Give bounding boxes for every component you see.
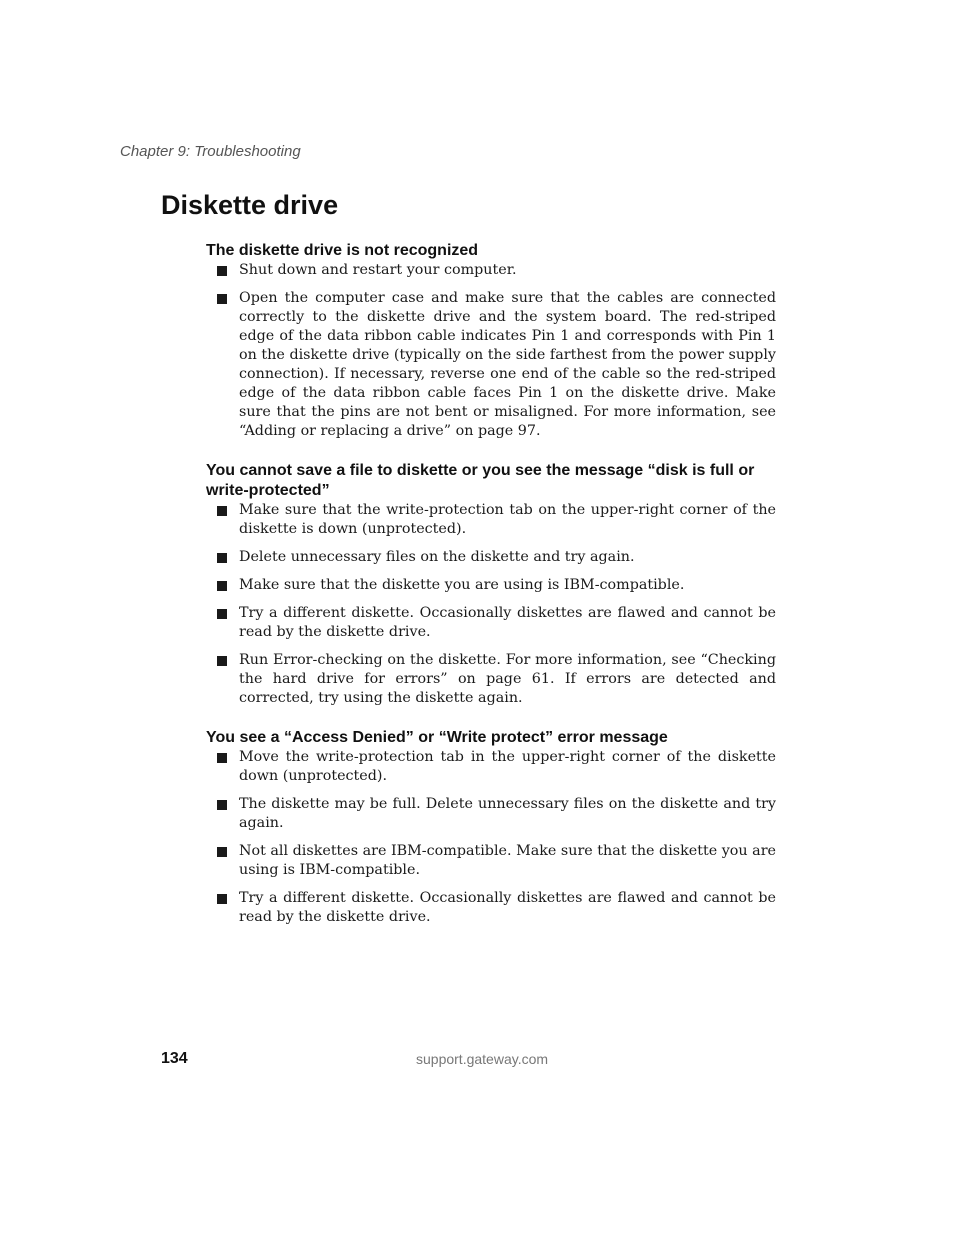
page-number: 134 (161, 1050, 188, 1067)
list-item (206, 548, 776, 567)
bullet-list (206, 261, 776, 441)
running-head: Chapter 9: Troubleshooting (120, 143, 301, 160)
list-item (206, 748, 776, 786)
list-item (206, 604, 776, 642)
list-item-text: Shut down and restart your computer. (239, 262, 517, 278)
footer-url: support.gateway.com (416, 1051, 549, 1067)
section-heading: You cannot save a file to diskette or you see the message “disk is full or write-protected” (206, 462, 755, 499)
list-item-text: Not all diskettes are IBM-compatible. Make sure that the diskette you are using is IBM-compatible. (239, 843, 776, 878)
square-bullet-icon (217, 656, 227, 666)
square-bullet-icon (217, 553, 227, 563)
bullet-list (206, 748, 776, 927)
list-item-text: Try a different diskette. Occasionally diskettes are flawed and cannot be read by the diskette drive. (239, 605, 776, 640)
square-bullet-icon (217, 894, 227, 904)
square-bullet-icon (217, 294, 227, 304)
square-bullet-icon (217, 609, 227, 619)
list-item (206, 261, 776, 280)
section-not-recognized (206, 241, 776, 441)
square-bullet-icon (217, 266, 227, 276)
square-bullet-icon (217, 506, 227, 516)
list-item (206, 842, 776, 880)
square-bullet-icon (217, 800, 227, 810)
list-item-text: Open the computer case and make sure that the cables are connected correctly to the diskette drive and the system board. The red-striped edge of the data ribbon cable indicates Pin 1 and corresponds with Pin 1 on the diskette drive (typically on the side farthest from the power supply connection). If necessary, reverse one end of the cable so the red-striped edge of the data ribbon cable faces Pin 1 on the diskette drive. Make sure that the pins are not bent or misaligned. For more information, see “Adding or replacing a drive” on page 97. (239, 290, 776, 439)
page-title: Diskette drive (161, 190, 339, 220)
section-access-denied (206, 728, 776, 927)
list-item (206, 795, 776, 833)
list-item-text: Try a different diskette. Occasionally diskettes are flawed and cannot be read by the diskette drive. (239, 890, 776, 925)
list-item (206, 889, 776, 927)
list-item-text: Delete unnecessary files on the diskette and try again. (239, 549, 635, 565)
content (206, 241, 776, 927)
list-item (206, 501, 776, 539)
square-bullet-icon (217, 753, 227, 763)
list-item-text: Make sure that the write-protection tab on the upper-right corner of the diskette is down (unprotected). (239, 502, 776, 537)
square-bullet-icon (217, 847, 227, 857)
section-cannot-save (206, 461, 776, 708)
list-item-text: Move the write-protection tab in the upper-right corner of the diskette down (unprotected). (239, 749, 776, 784)
section-heading: The diskette drive is not recognized (206, 242, 479, 259)
bullet-list (206, 501, 776, 708)
list-item (206, 651, 776, 708)
section-heading: You see a “Access Denied” or “Write protect” error message (206, 729, 668, 746)
list-item-text: The diskette may be full. Delete unnecessary files on the diskette and try again. (239, 796, 776, 831)
list-item (206, 289, 776, 441)
square-bullet-icon (217, 581, 227, 591)
list-item-text: Run Error-checking on the diskette. For more information, see “Checking the hard drive for errors” on page 61. If errors are detected and corrected, try using the diskette again. (239, 652, 776, 706)
list-item-text: Make sure that the diskette you are using is IBM-compatible. (239, 577, 685, 593)
list-item (206, 576, 776, 595)
